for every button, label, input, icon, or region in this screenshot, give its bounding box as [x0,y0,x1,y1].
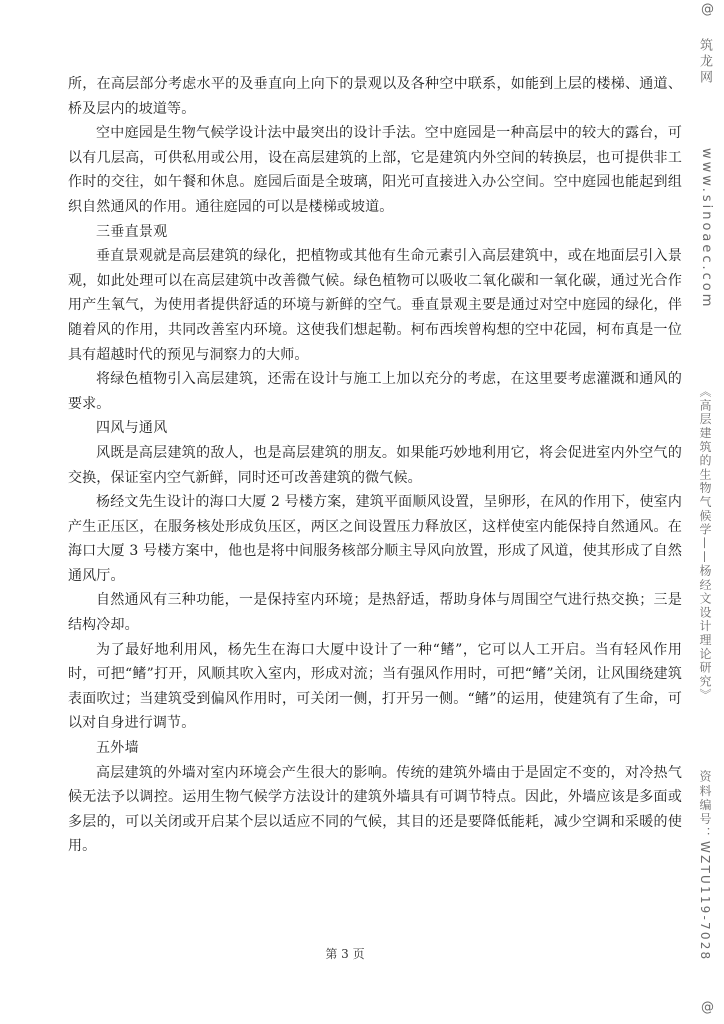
paragraph-sky-garden: 空中庭园是生物气候学设计法中最突出的设计手法。空中庭园是一种高层中的较大的露台，可以有几层高，可供私用或公用，设在高层建筑的上部，它是建筑内外空间的转换层，也可提供非工作时的交往，如午餐和休息。庭园后面是全玻璃，阳光可直接进入办公空间。空中庭园也能起到组织自然通风的作用。通往庭园的可以是楼梯或坡道。 [68,125,682,215]
watermark-site-name: 筑龙网 [697,38,712,86]
watermark-doc-number: 资料编号：WZTU119-7028 [698,770,712,962]
watermark-symbol-bottom: @ [701,1000,714,1015]
paragraph-natural-ventilation: 自然通风有三种功能，一是保持室内环境；是热舒适，帮助身体与周围空气进行热交换；三是结构冷却。 [68,592,682,634]
paragraph-continued: 所，在高层部分考虑水平的及垂直向上向下的景观以及各种空中联系，如能到上层的楼梯、通道、桥及层内的坡道等。 [68,76,682,117]
document-body [68,72,682,859]
paragraph-vertical-landscape: 垂直景观就是高层建筑的绿化，把植物或其他有生命元素引入高层建筑中，或在地面层引入景观，如此处理可以在高层建筑中改善微气候。绿色植物可以吸收二氧化碳和一氧化碳，通过光合作用产生氧气，为使用者提供舒适的环境与新鲜的空气。垂直景观主要是通过对空中庭园的绿化，伴随着风的作用，共同改善室内环境。这使我们想起勒。柯布西埃曾构想的空中花园，柯布真是一位具有超越时代的预见与洞察力的大师。 [68,248,682,363]
paragraph-wind-friend: 风既是高层建筑的敌人，也是高层建筑的朋友。如果能巧妙地利用它，将会促进室内外空气的交换，保证室内空气新鲜，同时还可改善建筑的微气候。 [68,444,682,486]
section-heading-wind-ventilation: 四风与通风 [96,420,168,437]
paragraph-haikou-tower: 杨经文先生设计的海口大厦 2 号楼方案，建筑平面顺风设置，呈卵形，在风的作用下，使室内产生正压区，在服务核处形成负压区，两区之间设置压力释放区，这样使室内能保持自然通风。在海口大厦 3 号楼方案中，他也是将中间服务核部分顺主导风向放置，形成了风道，使其形成了自然通风厅。 [68,494,682,584]
page-number: 第 3 页 [325,947,365,961]
watermark-symbol-top: @ [701,2,714,17]
section-heading-vertical-landscape: 三垂直景观 [96,223,168,240]
watermark-book-title: 《高层建筑的生物气候学——杨经文设计理论研究》 [698,385,712,703]
paragraph-exterior-wall: 高层建筑的外墙对室内环境会产生很大的影响。传统的建筑外墙由于是固定不变的，对冷热气候无法予以调控。运用生物气候学方法设计的建筑外墙具有可调节特点。因此，外墙应该是多面或多层的，可以关闭或开启某个层以适应不同的气候，其目的还是要降低能耗，减少空调和采暖的使用。 [68,764,682,855]
watermark-site-url: www.sinoaec.com [699,148,714,310]
paragraph-fins: 为了最好地利用风，杨先生在海口大厦中设计了一种“鳍”，它可以人工开启。当有轻风作用时，可把“鳍”打开，风顺其吹入室内，形成对流；当有强风作用时，可把“鳍”关闭，让风围绕建筑表面吹过；当建筑受到偏风作用时，可关闭一侧，打开另一侧。“鳍”的运用，使建筑有了生命，可以对自身进行调节。 [68,641,682,732]
side-watermark [698,0,720,1024]
paragraph-green-plants: 将绿色植物引入高层建筑，还需在设计与施工上加以充分的考虑，在这里要考虑灌溉和通风的要求。 [68,371,682,412]
section-heading-exterior-wall: 五外墙 [96,740,139,757]
